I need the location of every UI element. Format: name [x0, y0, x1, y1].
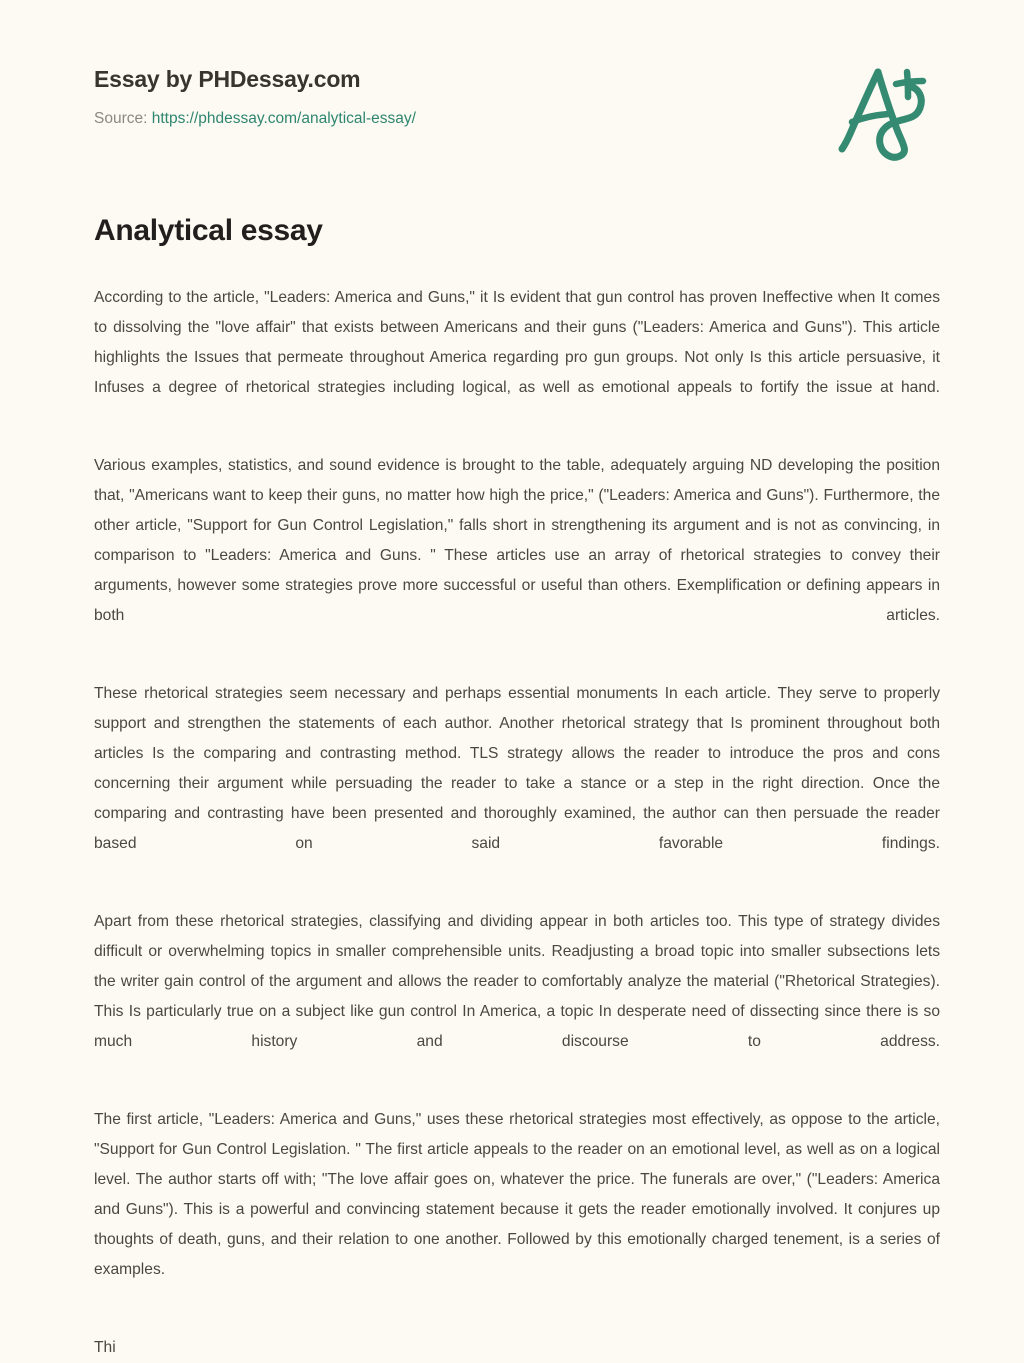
- paragraph: Apart from these rhetorical strategies, classifying and dividing appear in both articles too. This type of strategy divides difficult or overwhelming topics in smaller comprehensible units. Readjusting a broad topic into smaller subsections lets the writer gain control of the argument and allows the reader to comfortably analyze the material ("Rhetorical Strategies). This Is particularly true on a subject like gun control In America, a topic In desperate need of dissecting since there is so much history and discourse to address.: [94, 913, 940, 1050]
- source-line: [94, 110, 940, 129]
- paragraph: Various examples, statistics, and sound evidence is brought to the table, adequately arguing ND developing the position that, "Americans want to keep their guns, no matter how high the price," ("Leaders: America and Guns"). Furthermore, the other article, "Support for Gun Control Legislation," falls short in strengthening its argument and is not as convincing, in comparison to "Leaders: America and Guns. " These articles use an array of rhetorical strategies to convey their arguments, however some strategies prove more successful or useful than others. Exemplification or defining appears in both articles.: [94, 457, 940, 624]
- page-title: Analytical essay: [94, 214, 323, 247]
- essay-body: [94, 283, 940, 1363]
- source-url-link[interactable]: https://phdessay.com/analytical-essay/: [151, 109, 416, 127]
- a-plus-logo-icon: [830, 56, 940, 162]
- brand-title: Essay by PHDessay.com: [94, 66, 361, 92]
- a-plus-logo-glyph: [830, 56, 940, 162]
- paragraph: These rhetorical strategies seem necessary and perhaps essential monuments In each article. They serve to properly support and strengthen the statements of each author. Another rhetorical strategy that Is prominent throughout both articles Is the comparing and contrasting method. TLS strategy allows the reader to introduce the pros and cons concerning their argument while persuading the reader to take a stance or a step in the right direction. Once the comparing and contrasting have been presented and thoroughly examined, the author can then persuade the reader based on said favorable findings.: [94, 685, 940, 852]
- paragraph-truncated: Thi: [94, 1339, 116, 1356]
- paragraph: The first article, "Leaders: America and Guns," uses these rhetorical strategies most effectively, as oppose to the article, "Support for Gun Control Legislation. " The first article appeals to the reader on an emotional level, as well as on a logical level. The author starts off with; "The love affair goes on, whatever the price. The funerals are over," ("Leaders: America and Guns"). This is a powerful and convincing statement because it gets the reader emotionally involved. It conjures up thoughts of death, guns, and their relation to one another. Followed by this emotionally charged tenement, is a series of examples.: [94, 1111, 940, 1278]
- source-label: Source:: [94, 109, 148, 127]
- paragraph: According to the article, "Leaders: America and Guns," it Is evident that gun control has proven Ineffective when It comes to dissolving the "love affair" that exists between Americans and their guns ("Leaders: America and Guns"). This article highlights the Issues that permeate throughout America regarding pro gun groups. Not only Is this article persuasive, it Infuses a degree of rhetorical strategies including logical, as well as emotional appeals to fortify the issue at hand.: [94, 289, 940, 396]
- page-header: [94, 60, 940, 168]
